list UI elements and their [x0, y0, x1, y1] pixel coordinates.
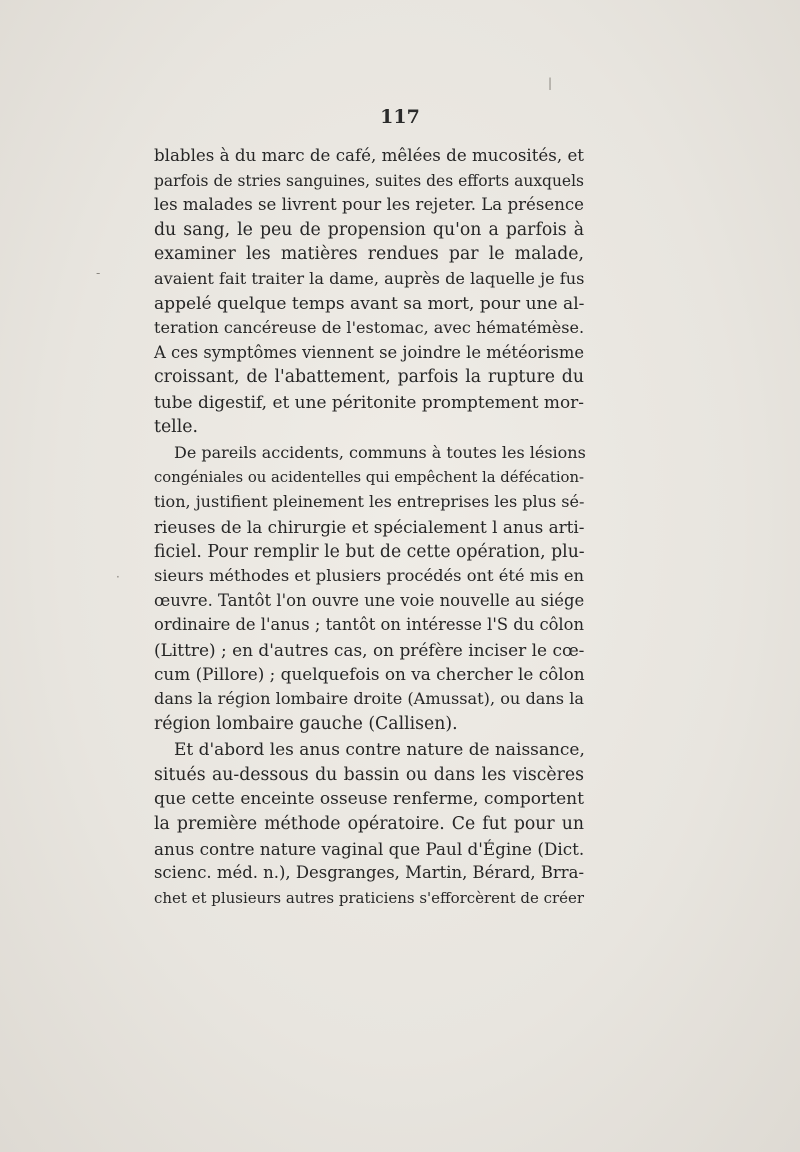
text-line: chet et plusieurs autres praticiens s'efforcèrent de créer	[154, 888, 584, 907]
text-line: parfois de stries sanguines, suites des efforts auxquels	[154, 171, 584, 190]
text-line: sieurs méthodes et plusiers procédés ont été mis en	[154, 566, 584, 586]
page-speck: ·	[116, 570, 120, 584]
text-line: région lombaire gauche (Callisen).	[154, 713, 458, 734]
text-line: anus contre nature vaginal que Paul d'Égine (Dict.	[154, 838, 585, 859]
text-line: œuvre. Tantôt l'on ouvre une voie nouvelle au siége	[154, 590, 585, 610]
text-line: tube digestif, et une péritonite promptement mor-	[154, 391, 584, 412]
text-line: telle.	[154, 416, 198, 437]
text-line: les malades se livrent pour les rejeter. La présence	[154, 195, 584, 215]
text-line: De pareils accidents, communs à toutes les lésions	[174, 443, 586, 463]
text-line: cum (Pillore) ; quelquefois on va chercher le côlon	[154, 664, 585, 685]
text-line: dans la région lombaire droite (Amussat), ou dans la	[154, 689, 584, 709]
text-line: examiner les matières rendues par le malade,	[154, 244, 584, 265]
text-line: (Littre) ; en d'autres cas, on préfère inciser le cœ-	[154, 639, 585, 660]
text-line: A ces symptômes viennent se joindre le météorisme	[154, 342, 584, 362]
page-number: 117	[380, 106, 420, 128]
text-line: Et d'abord les anus contre nature de naissance,	[174, 740, 585, 761]
text-line: que cette enceinte osseuse renferme, comportent	[154, 789, 584, 810]
body-text	[154, 144, 584, 910]
text-line: du sang, le peu de propension qu'on a parfois à	[154, 219, 584, 240]
text-line: ordinaire de l'anus ; tantôt on intéresse l'S du côlon	[154, 615, 584, 635]
text-line: situés au-dessous du bassin ou dans les viscères	[154, 764, 584, 785]
text-line: teration cancéreuse de l'estomac, avec hématémèse.	[154, 318, 585, 338]
text-line: congéniales ou acidentelles qui empêchent la défécation-	[154, 468, 584, 486]
paragraph-2	[154, 441, 584, 736]
text-line: la première méthode opératoire. Ce fut pour un	[154, 814, 584, 835]
text-line: rieuses de la chirurgie et spécialement l anus arti-	[154, 516, 585, 537]
text-line: croissant, de l'abattement, parfois la rupture du	[154, 367, 584, 388]
paragraph-1	[154, 144, 584, 439]
text-line: ficiel. Pour remplir le but de cette opération, plu-	[154, 541, 585, 562]
text-line: appelé quelque temps avant sa mort, pour une al-	[154, 293, 585, 314]
text-line: blables à du marc de café, mêlées de mucosités, et	[154, 146, 584, 165]
text-line: scienc. méd. n.), Desgranges, Martin, Bérard, Brra-	[154, 863, 584, 883]
paragraph-3	[154, 738, 584, 910]
text-line: tion, justifient pleinement les entreprises les plus sé-	[154, 492, 585, 512]
page-speck: -	[96, 266, 101, 280]
text-line: avaient fait traiter la dame, auprès de laquelle je fus	[154, 268, 585, 288]
page-speck: |	[548, 76, 553, 90]
